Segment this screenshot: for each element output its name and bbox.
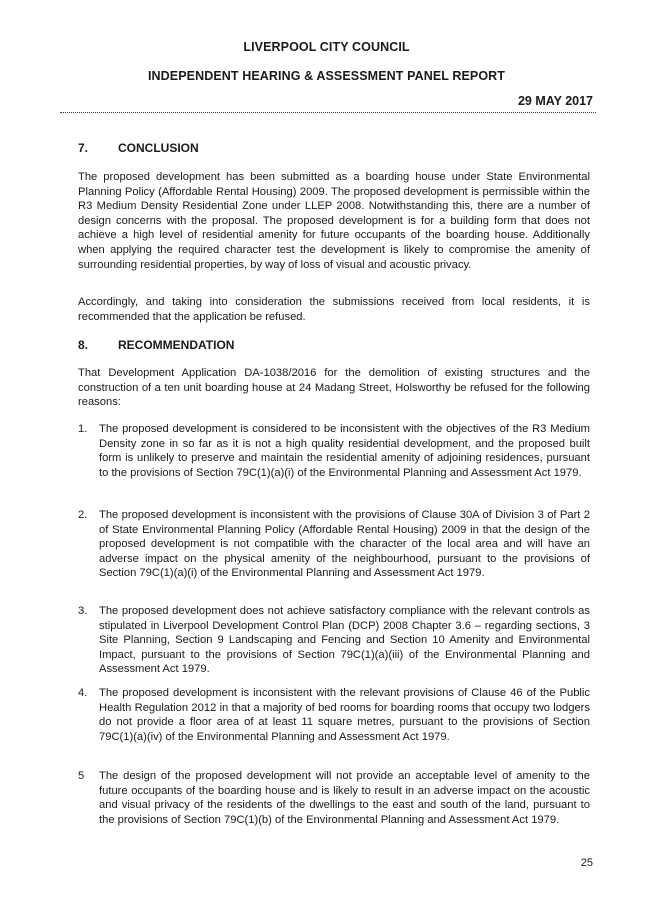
recommendation-intro: That Development Application DA-1038/2016 for the demolition of existing structures and the construction of a ten unit boarding house at 24 Madang Street, Holsworthy be refused for the following reasons: — [78, 367, 590, 409]
list-item-text: The proposed development is considered to be inconsistent with the objectives of the R3 Medium Density zone in so far as it is not a high quality residential development, and the proposed built form is unlikely to preserve and maintain the residential amenity of adjoining residences, pursuant to the provisions of Section 79C(1)(a)(i) of the Environmental Planning and Assessment Act 1979. — [99, 423, 590, 479]
section-number: 8. — [78, 338, 89, 352]
header-divider — [60, 112, 596, 113]
list-item-text: The proposed development is inconsistent with the relevant provisions of Clause 46 of the Public Health Regulation 2012 in that a majority of bed rooms for boarding rooms that occupy two lodgers do not provide a floor area of at least 11 square metres, pursuant to the provisions of Section 79C(1)(a)(iv) of the Environmental Planning and Assessment Act 1979. — [99, 687, 590, 743]
section-heading-conclusion — [78, 141, 199, 155]
conclusion-paragraph-2: Accordingly, and taking into consideration the submissions received from local residents, it is recommended that the application be refused. — [78, 296, 590, 323]
conclusion-paragraph-1: The proposed development has been submitted as a boarding house under State Environmental Planning Policy (Affordable Rental Housing) 2009. The proposed development is permissible within the R3 Medium Density Residential Zone under LLEP 2008. Notwithstanding this, there are a number of design concerns with the proposal. The proposed development is for a building form that does not achieve a high level of residential amenity for future occupants of the boarding house. Additionally when applying the required character test the development is likely to compromise the amenity of surrounding residential properties, by way of loss of visual and acoustic privacy. — [78, 171, 590, 271]
page-number: 25 — [580, 857, 593, 869]
list-item-text: The proposed development does not achieve satisfactory compliance with the relevant controls as stipulated in Liverpool Development Control Plan (DCP) 2008 Chapter 3.6 – regarding sections, 3 Site Planning, Section 9 Landscaping and Fencing and Section 10 Amenity and Environmental Impact, pursuant to the provisions of Section 79C(1)(a)(iii) of the Environmental Planning and Assessment Act 1979. — [99, 605, 590, 676]
list-item-number: 1. — [78, 423, 88, 435]
section-title: RECOMMENDATION — [118, 338, 235, 352]
list-item-number: 5 — [78, 770, 85, 782]
list-item-number: 2. — [78, 509, 88, 521]
section-title: CONCLUSION — [118, 141, 199, 155]
report-title: INDEPENDENT HEARING & ASSESSMENT PANEL REPORT — [147, 69, 506, 83]
report-date: 29 MAY 2017 — [517, 94, 593, 108]
list-item-text: The design of the proposed development will not provide an acceptable level of amenity to the future occupants of the boarding house and is likely to result in an adverse impact on the acoustic and visual privacy of the residents of the dwellings to the east and south of the land, pursuant to the provisions of Section 79C(1)(b) of the Environmental Planning and Assessment Act 1979. — [99, 770, 590, 826]
section-heading-recommendation — [78, 338, 234, 352]
list-item-number: 4. — [78, 687, 88, 699]
list-item-text: The proposed development is inconsistent with the provisions of Clause 30A of Division 3 of Part 2 of State Environmental Planning Policy (Affordable Rental Housing) 2009 in that the design of the proposed development is not compatible with the character of the local area and will have an adverse impact on the physical amenity of the neighbourhood, pursuant to the provisions of Section 79C(1)(a)(i) of the Environmental Planning and Assessment Act 1979. — [99, 509, 590, 580]
section-number: 7. — [78, 141, 89, 155]
council-name: LIVERPOOL CITY COUNCIL — [243, 40, 410, 54]
list-item-number: 3. — [78, 605, 88, 617]
